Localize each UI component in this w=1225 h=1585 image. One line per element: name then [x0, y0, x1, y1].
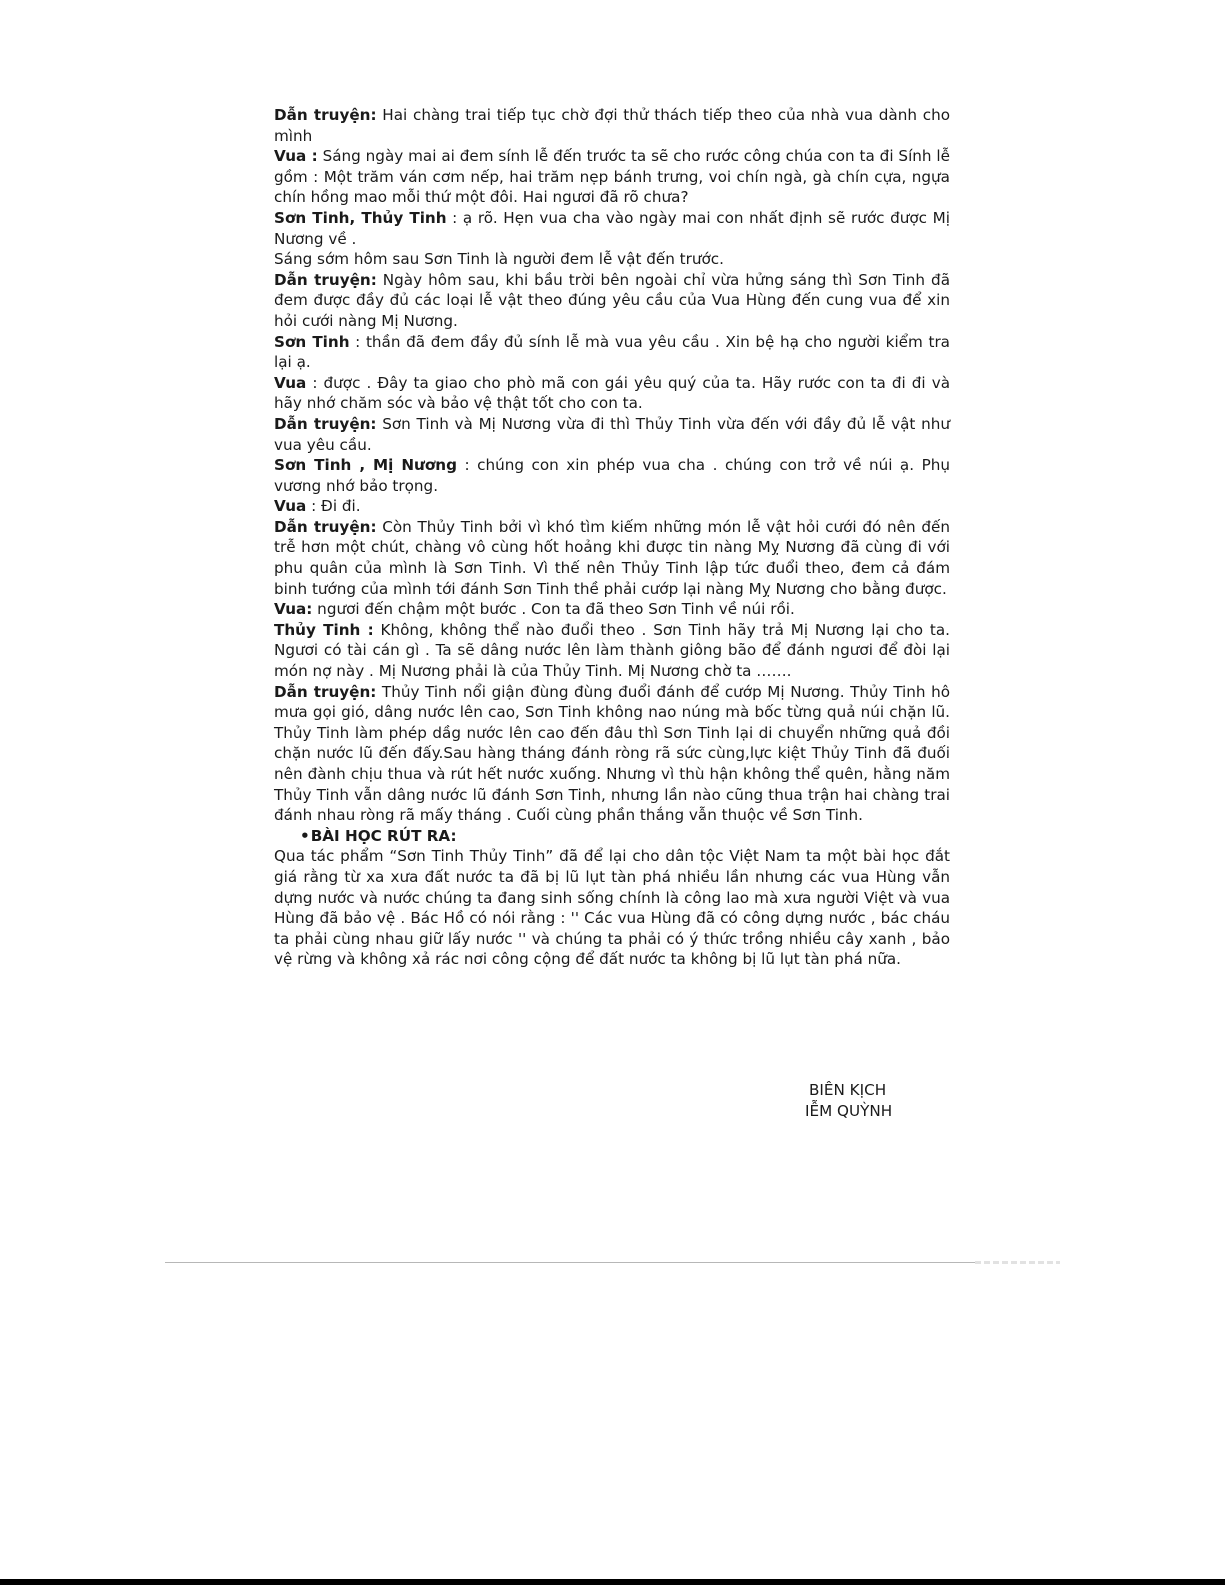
paragraph	[274, 455, 950, 496]
paragraph	[274, 332, 950, 373]
paragraph-text: Hai chàng trai tiếp tục chờ đợi thử thách tiếp theo của nhà vua dành cho mình	[274, 106, 950, 145]
paragraph	[274, 620, 950, 682]
paragraph-text: : được . Đây ta giao cho phò mã con gái yêu quý của ta. Hãy rước con ta đi đi và hãy nhớ chăm sóc và bảo vệ thật tốt cho con ta.	[274, 373, 950, 413]
paragraph	[274, 682, 950, 826]
paragraph	[274, 249, 950, 270]
speaker-label: Dẫn truyện:	[274, 517, 377, 536]
paragraph-text: : chúng con xin phép vua cha . chúng con trở về núi ạ. Phụ vương nhớ bảo trọng.	[274, 456, 950, 495]
paragraph	[274, 414, 950, 455]
speaker-label: Vua :	[274, 147, 318, 166]
speaker-label: Dẫn truyện:	[274, 414, 377, 433]
signature-title: BIÊN KỊCH	[809, 1081, 887, 1099]
bottom-border	[0, 1579, 1225, 1585]
paragraph-text: : thần đã đem đầy đủ sính lễ mà vua yêu cầu . Xin bệ hạ cho người kiểm tra lại ạ.	[274, 332, 950, 372]
lesson-heading-text: BÀI HỌC RÚT RA:	[310, 826, 457, 845]
paragraph-text: : ạ rõ. Hẹn vua cha vào ngày mai con nhất định sẽ rước được Mị Nương về .	[274, 208, 950, 248]
signature-name: IỄM QUỲNH	[805, 1101, 893, 1120]
speaker-label: Vua	[274, 373, 307, 392]
speaker-label: Dẫn truyện:	[274, 270, 377, 289]
paragraph-text: Sơn Tinh và Mị Nương vừa đi thì Thủy Tinh vừa đến với đầy đủ lễ vật như vua yêu cầu.	[274, 414, 950, 454]
document-body	[274, 105, 950, 970]
paragraph	[274, 373, 950, 414]
paragraph-text: Thủy Tinh nổi giận đùng đùng đuổi đánh để cướp Mị Nương. Thủy Tinh hô mưa gọi gió, dâng nước lên cao, Sơn Tinh không nao núng mà bốc từng quả núi chặn lũ. Thủy Tinh làm phép dầg nước lên cao đến đâu thì Sơn Tinh lại di chuyển những quả đồi chặn nước lũ đến đấy.Sau hàng tháng đánh ròng rã sức cùng,lực kiệt Thủy Tinh đã đuối nên đành chịu thua và rút hết nước xuống. Nhưng vì thù hận không thể quên, hằng năm Thủy Tinh vẫn dâng nước lũ đánh Sơn Tinh, nhưng lần nào cũng thua trận hai chàng trai đánh nhau ròng rã mấy tháng . Cuối cùng phần thắng vẫn thuộc về Sơn Tinh.	[274, 682, 950, 825]
lesson-heading	[274, 826, 950, 847]
lesson-paragraph: Qua tác phẩm “Sơn Tinh Thủy Tinh” đã để lại cho dân tộc Việt Nam ta một bài học đắt giá rằng từ xa xưa đất nước ta đã bị lũ lụt tàn phá nhiều lần nhưng các vua Hùng vẫn dựng nước và nước chúng ta đang sinh sống chính là công lao mà xưa người Việt và vua Hùng đã bảo vệ . Bác Hồ có nói rằng : '' Các vua Hùng đã có công dựng nước , bác cháu ta phải cùng nhau giữ lấy nước '' và chúng ta phải có ý thức trồng nhiều cây xanh , bảo vệ rừng và không xả rác nơi công cộng để đất nước ta không bị lũ lụt tàn phá nữa.	[274, 847, 950, 969]
bullet-icon: •	[300, 826, 310, 845]
signature-block	[805, 1080, 892, 1121]
paragraph	[274, 146, 950, 208]
paragraph	[274, 496, 950, 517]
paragraph-text: : Đi đi.	[306, 497, 361, 516]
paragraph-text: Sáng sớm hôm sau Sơn Tinh là người đem lễ vật đến trước.	[274, 250, 724, 269]
paragraph-text: Còn Thủy Tinh bởi vì khó tìm kiếm những món lễ vật hỏi cưới đó nên đến trễ hơn một chút, chàng vô cùng hốt hoảng khi được tin nàng Mỵ Nương đã cùng đi với phu quân của mình là Sơn Tinh. Vì thế nên Thủy Tinh lập tức đuổi theo, đem cả đám binh tướng của mình tới đánh Sơn Tinh thề phải cướp lại nàng Mỵ Nương cho bằng được.	[274, 517, 950, 598]
paragraph	[274, 208, 950, 249]
paragraph-text: Ngày hôm sau, khi bầu trời bên ngoài chỉ vừa hửng sáng thì Sơn Tinh đã đem được đầy đủ các loại lễ vật theo đúng yêu cầu của Vua Hùng đến cung vua để xin hỏi cưới nàng Mị Nương.	[274, 270, 950, 330]
speaker-label: Dẫn truyện:	[274, 682, 377, 701]
paragraph-text: Sáng ngày mai ai đem sính lễ đến trước ta sẽ cho rước công chúa con ta đi Sính lễ gồm : Một trăm ván cơm nếp, hai trăm nẹp bánh trưng, voi chín ngà, gà chín cựa, ngựa chín hồng mao mỗi thứ một đôi. Hai ngươi đã rõ chưa?	[274, 147, 950, 207]
speaker-label: Sơn Tinh, Thủy Tinh	[274, 208, 447, 227]
paragraph-text: Không, không thể nào đuổi theo . Sơn Tinh hãy trả Mị Nương lại cho ta. Ngươi có tài cán gì . Ta sẽ dâng nước lên làm thành giông bão để đánh ngươi để đòi lại món nợ này . Mị Nương phải là của Thủy Tinh. Mị Nương chờ ta …….	[274, 620, 950, 681]
speaker-label: Vua	[274, 497, 307, 516]
speaker-label: Sơn Tinh	[274, 332, 350, 351]
speaker-label: Thủy Tinh :	[274, 620, 374, 639]
paragraph	[274, 599, 950, 620]
paragraph	[274, 270, 950, 332]
page-divider-tail	[975, 1261, 1060, 1264]
paragraph	[274, 105, 950, 146]
speaker-label: Sơn Tinh , Mị Nương	[274, 456, 457, 475]
page-divider	[165, 1262, 1060, 1263]
paragraph	[274, 517, 950, 599]
speaker-label: Vua:	[274, 600, 313, 619]
paragraph-text: ngươi đến chậm một bước . Con ta đã theo Sơn Tinh về núi rồi.	[312, 600, 795, 619]
speaker-label: Dẫn truyện:	[274, 106, 377, 124]
